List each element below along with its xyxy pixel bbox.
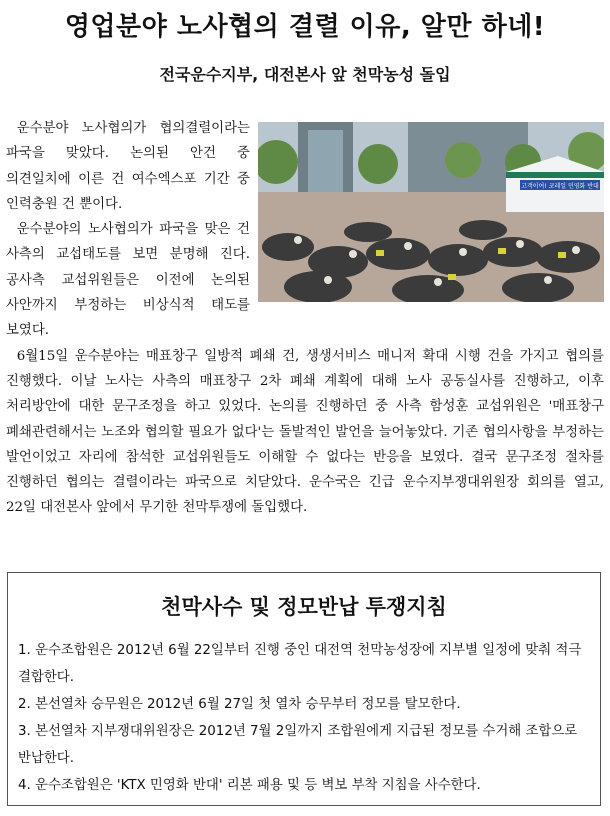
subheadline: 전국운수지부, 대전본사 앞 천막농성 돌입 bbox=[159, 65, 451, 84]
article-paragraph-2: 운수분야의 노사협의가 파국을 맞은 건 사측의 교섭태도를 보면 분명해 진다. 공사측 교섭위원들은 이전에 논의된 사안까지 부정하는 비상식적 태도를 보였다. bbox=[6, 222, 250, 339]
policy-box bbox=[7, 572, 601, 806]
policy-item: 4. 운수조합원은 'KTX 민영화 반대' 리본 패용 및 등 벽보 부착 지침을 사수한다. bbox=[18, 778, 481, 793]
policy-item: 1. 운수조합원은 2012년 6월 22일부터 진행 중인 대전역 천막농성장에 지부별 일정에 맞춰 적극 결합한다. bbox=[18, 643, 582, 685]
policy-item: 3. 본선열차 지부쟁대위원장은 2012년 7월 2일까지 조합원에게 지급된 정모를 수거해 조합으로 반납한다. bbox=[18, 724, 578, 766]
policy-list bbox=[18, 637, 584, 799]
policy-title: 천막사수 및 정모반납 투쟁지침 bbox=[161, 595, 447, 619]
policy-item: 2. 본선열차 승무원은 2012년 6월 27일 첫 열차 승무부터 정모를 탈모한다. bbox=[18, 697, 461, 712]
article-paragraph-3: 6월15일 운수분야는 매표창구 일방적 폐쇄 건, 생생서비스 매니저 확대 시행 건을 가지고 협의를 진행했다. 이날 노사는 사측의 매표창구 2차 폐쇄 계획에 대해 노사 공동실사를 진행하고, 이후 처리방안에 대한 문구조정을 하고 있었다. 논의를 진행하던 중 사측 함성훈 교섭위원은 '매표창구 폐쇄관련해서는 노조와 협의할 필요가 없다'는 돌발적인 발언을 늘어놓았다. 기존 협의사항을 부정하는 발언이었고 자리에 참석한 교섭위원들도 이해할 수 없다는 반응을 보였다. 결국 문구조정 절차를 진행하던 협의는 결렬이라는 파국으로 치닫았다. 운수국은 긴급 운수지부쟁대위원장 회의를 열고, 22일 대전본사 앞에서 무기한 천막투쟁에 돌입했다. bbox=[6, 348, 604, 516]
photo-banner-text: 고객이여! 코레일 민영화 반대 bbox=[521, 183, 599, 190]
article-paragraph-1: 운수분야 노사협의가 협의결렬이라는 파국을 맞았다. 논의된 안건 중 의견일치에 이른 건 여수엑스포 기간 중 인력충원 건 뿐이다. bbox=[6, 121, 250, 212]
protest-photo bbox=[258, 122, 604, 302]
article-body bbox=[6, 116, 604, 521]
headline: 영업분야 노사협의 결렬 이유, 알만 하네! bbox=[64, 12, 546, 42]
